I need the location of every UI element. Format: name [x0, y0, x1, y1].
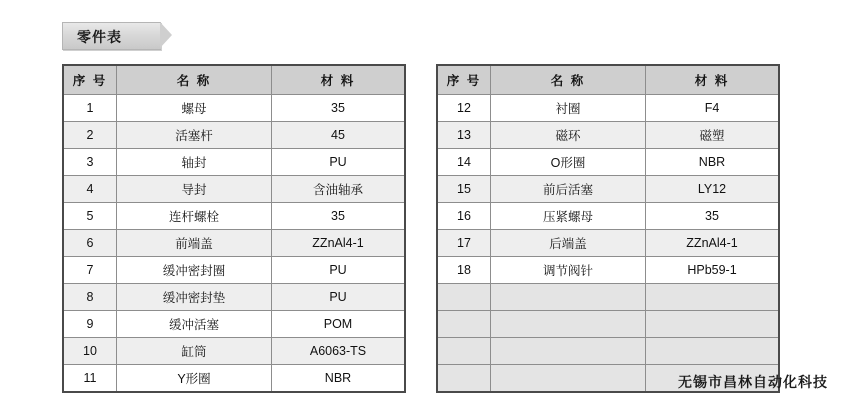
cell-no: 5: [63, 203, 117, 230]
table-row: [437, 203, 779, 230]
cell-material: PU: [272, 149, 406, 176]
banner-tail-arrow: [160, 22, 172, 48]
column-header-name: 名 称: [491, 65, 646, 95]
cell-name: 缸筒: [117, 338, 272, 365]
cell-name: O形圈: [491, 149, 646, 176]
cell-name: 缓冲密封垫: [117, 284, 272, 311]
cell-no: 4: [63, 176, 117, 203]
cell-no: 6: [63, 230, 117, 257]
cell-name: 导封: [117, 176, 272, 203]
table-row: [437, 230, 779, 257]
cell-no: 1: [63, 95, 117, 122]
cell-material: 磁塑: [646, 122, 780, 149]
page-title: 零件表: [77, 29, 122, 45]
table-header-row: [437, 65, 779, 95]
column-header-no: 序 号: [437, 65, 491, 95]
cell-name: [491, 338, 646, 365]
column-header-material: 材 料: [272, 65, 406, 95]
table-row-empty: [437, 338, 779, 365]
cell-material: 含油轴承: [272, 176, 406, 203]
table-row: [437, 257, 779, 284]
table-row: [437, 122, 779, 149]
cell-material: 35: [272, 95, 406, 122]
cell-name: 缓冲密封圈: [117, 257, 272, 284]
cell-no: 18: [437, 257, 491, 284]
table-row: [63, 122, 405, 149]
cell-material: LY12: [646, 176, 780, 203]
cell-no: 17: [437, 230, 491, 257]
table-row: [63, 311, 405, 338]
cell-name: [491, 311, 646, 338]
cell-no: 2: [63, 122, 117, 149]
page-title-banner: [62, 22, 161, 50]
parts-table-right: [436, 64, 780, 393]
table-row: [437, 95, 779, 122]
cell-name: 缓冲活塞: [117, 311, 272, 338]
table-row: [63, 230, 405, 257]
table-header-row: [63, 65, 405, 95]
cell-no: [437, 365, 491, 393]
cell-name: 调节阀针: [491, 257, 646, 284]
cell-name: 轴封: [117, 149, 272, 176]
cell-material: NBR: [646, 149, 780, 176]
table-row: [63, 203, 405, 230]
cell-material: PU: [272, 257, 406, 284]
cell-name: 前后活塞: [491, 176, 646, 203]
cell-material: [646, 284, 780, 311]
cell-name: 磁环: [491, 122, 646, 149]
cell-name: 螺母: [117, 95, 272, 122]
parts-table-left: [62, 64, 406, 393]
table-row-empty: [437, 311, 779, 338]
table-row: [437, 149, 779, 176]
cell-name: 活塞杆: [117, 122, 272, 149]
cell-no: 16: [437, 203, 491, 230]
parts-table-right-body: [437, 95, 779, 393]
table-row: [63, 365, 405, 393]
cell-material: ZZnAl4-1: [646, 230, 780, 257]
cell-material: PU: [272, 284, 406, 311]
cell-name: 前端盖: [117, 230, 272, 257]
table-row: [63, 257, 405, 284]
cell-no: 10: [63, 338, 117, 365]
cell-name: 衬圈: [491, 95, 646, 122]
cell-no: 12: [437, 95, 491, 122]
cell-material: 45: [272, 122, 406, 149]
table-row: [63, 176, 405, 203]
table-row-empty: [437, 284, 779, 311]
cell-material: HPb59-1: [646, 257, 780, 284]
cell-name: [491, 284, 646, 311]
cell-material: POM: [272, 311, 406, 338]
cell-name: 连杆螺栓: [117, 203, 272, 230]
cell-no: 13: [437, 122, 491, 149]
cell-no: 15: [437, 176, 491, 203]
cell-material: ZZnAl4-1: [272, 230, 406, 257]
table-row: [437, 176, 779, 203]
table-row: [63, 149, 405, 176]
cell-material: 35: [272, 203, 406, 230]
cell-material: 35: [646, 203, 780, 230]
cell-material: [646, 311, 780, 338]
cell-no: 11: [63, 365, 117, 393]
table-row: [63, 338, 405, 365]
company-footer: 无锡市昌林自动化科技: [678, 374, 828, 390]
cell-name: 压紧螺母: [491, 203, 646, 230]
cell-no: 9: [63, 311, 117, 338]
cell-no: [437, 311, 491, 338]
column-header-material: 材 料: [646, 65, 780, 95]
cell-material: A6063-TS: [272, 338, 406, 365]
cell-material: F4: [646, 95, 780, 122]
table-row: [63, 95, 405, 122]
cell-no: 8: [63, 284, 117, 311]
table-row: [63, 284, 405, 311]
column-header-name: 名 称: [117, 65, 272, 95]
cell-no: 3: [63, 149, 117, 176]
cell-name: Y形圈: [117, 365, 272, 393]
cell-name: [491, 365, 646, 393]
cell-no: 14: [437, 149, 491, 176]
parts-table-left-body: [63, 95, 405, 393]
cell-material: NBR: [272, 365, 406, 393]
cell-name: 后端盖: [491, 230, 646, 257]
column-header-no: 序 号: [63, 65, 117, 95]
cell-no: 7: [63, 257, 117, 284]
cell-material: [646, 338, 780, 365]
cell-no: [437, 338, 491, 365]
cell-no: [437, 284, 491, 311]
